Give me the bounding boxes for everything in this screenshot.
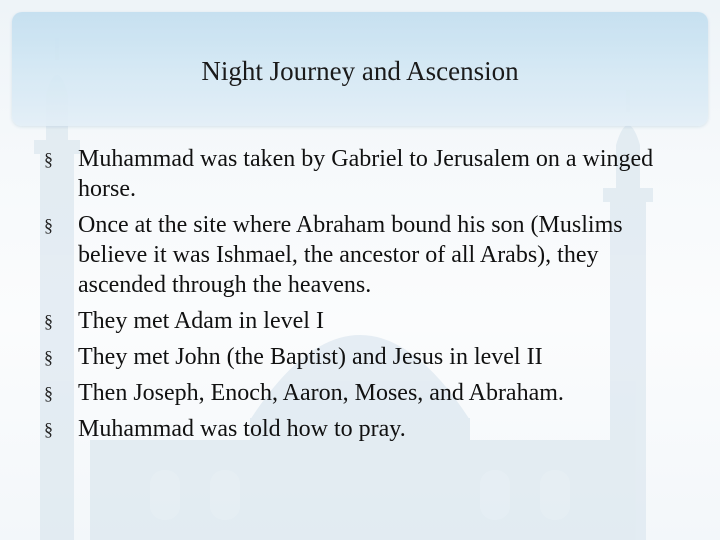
bullet-text: Then Joseph, Enoch, Aaron, Moses, and Abraham. (78, 380, 564, 406)
bullet-text: They met John (the Baptist) and Jesus in level II (78, 344, 543, 370)
bullet-item (44, 306, 684, 336)
slide-title: Night Journey and Ascension (201, 56, 519, 86)
bullet-text: Muhammad was told how to pray. (78, 416, 406, 442)
bullet-item (44, 144, 684, 204)
section-sign-bullet-icon: § (44, 419, 53, 439)
section-sign-bullet-icon: § (44, 347, 53, 367)
bullet-text: Muhammad was taken by Gabriel to Jerusalem on a winged horse. (78, 146, 654, 202)
section-sign-bullet-icon: § (44, 215, 53, 235)
bullet-item (44, 342, 684, 372)
section-sign-bullet-icon: § (44, 149, 53, 169)
section-sign-bullet-icon: § (44, 383, 53, 403)
bullet-item (44, 414, 684, 444)
bullet-text: Once at the site where Abraham bound his son (Muslims believe it was Ishmael, the ancestor of all Arabs), they ascended through the heavens. (78, 212, 623, 298)
bullet-list (44, 144, 684, 450)
bullet-item (44, 378, 684, 408)
bullet-item (44, 210, 684, 300)
section-sign-bullet-icon: § (44, 311, 53, 331)
bullet-text: They met Adam in level I (78, 308, 324, 334)
